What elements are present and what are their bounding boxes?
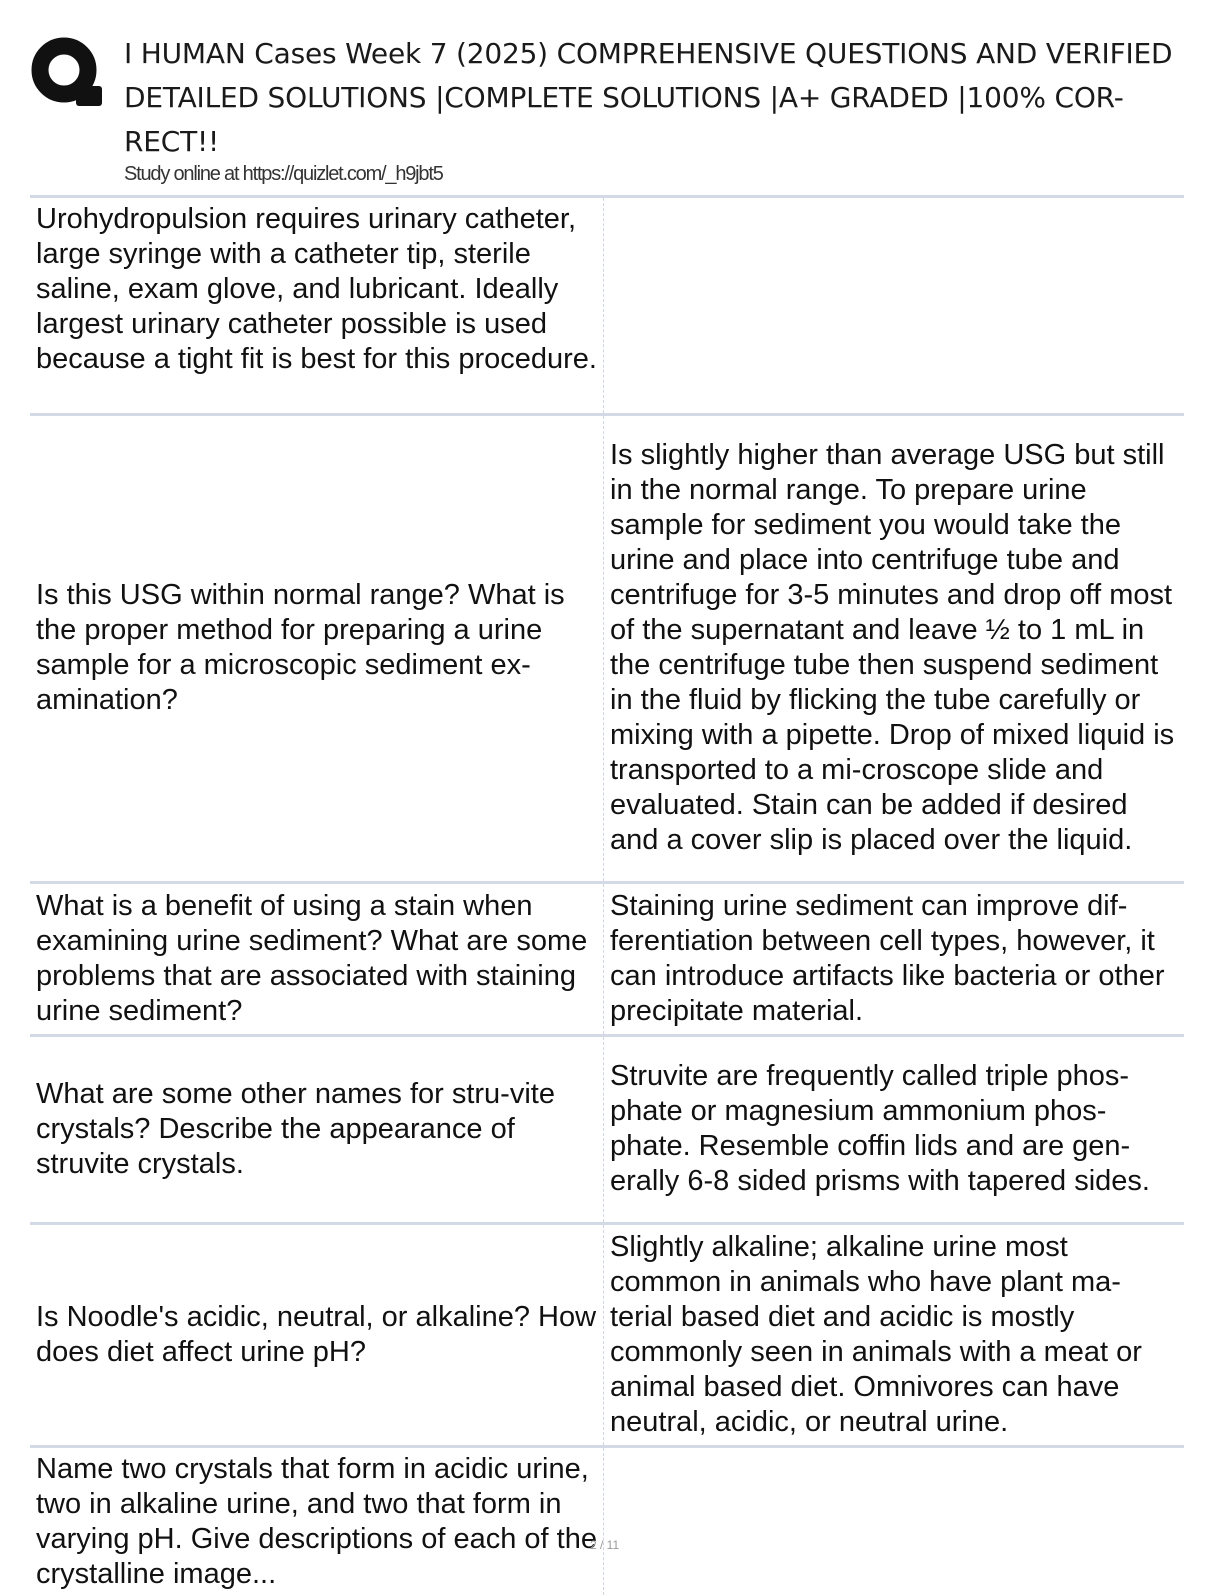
card-definition: Is slightly higher than average USG but still in the normal range. To prepare urine sample for sediment you would take the urine and place into centrifuge tube and centrifuge for 3-5 minutes and drop off most of the supernatant and leave ½ to 1 mL in the centrifuge tube then suspend sediment in the fluid by flicking the tube carefully or mixing with a pipette. Drop of mixed liquid is transported to a mi-croscope slide and evaluated. Stain can be added if desired and a cover slip is placed over the liquid. [603, 416, 1184, 881]
flashcard-row [30, 1034, 1184, 1222]
card-term: Urohydropulsion requires urinary catheter, large syringe with a catheter tip, sterile saline, exam glove, and lubricant. Ideally largest urinary catheter possible is used because a tight fit is best for this procedure. [36, 203, 597, 375]
flashcard-list [30, 195, 1184, 1595]
card-definition: Struvite are frequently called triple phos-phate or magnesium ammonium phos-phate. Resemble coffin lids and are gen-erally 6-8 sided prisms with tapered sides. [603, 1037, 1184, 1222]
quizlet-logo-icon [30, 36, 102, 108]
card-definition [603, 198, 1184, 413]
card-term: What is a benefit of using a stain when examining urine sediment? What are some problems that are associated with staining urine sediment? [36, 889, 588, 1027]
card-term: Is this USG within normal range? What is the proper method for preparing a urine sample for a microscopic sediment ex-amination? [36, 579, 565, 716]
flashcard-row [30, 1222, 1184, 1445]
card-definition: Staining urine sediment can improve dif-ferentiation between cell types, however, it can introduce artifacts like bacteria or other precipitate material. [603, 884, 1184, 1034]
study-online-link[interactable]: Study online at https://quizlet.com/_h9jbt5 [124, 163, 443, 185]
flashcard-row [30, 413, 1184, 881]
card-term: What are some other names for stru-vite crystals? Describe the appearance of struvite crystals. [36, 1077, 555, 1180]
card-definition: Slightly alkaline; alkaline urine most common in animals who have plant ma-terial based diet and acidic is mostly commonly seen in animals with a meat or animal based diet. Omnivores can have neutral, acidic, or neutral urine. [603, 1225, 1184, 1445]
flashcard-row [30, 195, 1184, 413]
card-term: Is Noodle's acidic, neutral, or alkaline? How does diet affect urine pH? [36, 1300, 597, 1368]
card-definition [603, 1448, 1184, 1595]
page-number: 2 / 11 [590, 1538, 620, 1552]
flashcard-row [30, 881, 1184, 1034]
document-title: I HUMAN Cases Week 7 (2025) COMPREHENSIVE QUESTIONS AND VERIFIED DETAILED SOLUTIONS |COMPLETE SOLUTIONS |A+ GRADED |100% COR- RECT!! [124, 37, 1173, 158]
flashcard-row [30, 1445, 1184, 1595]
card-term: Name two crystals that form in acidic urine, two in alkaline urine, and two that form in varying pH. Give descriptions of each of the crystalline image... [36, 1453, 597, 1590]
